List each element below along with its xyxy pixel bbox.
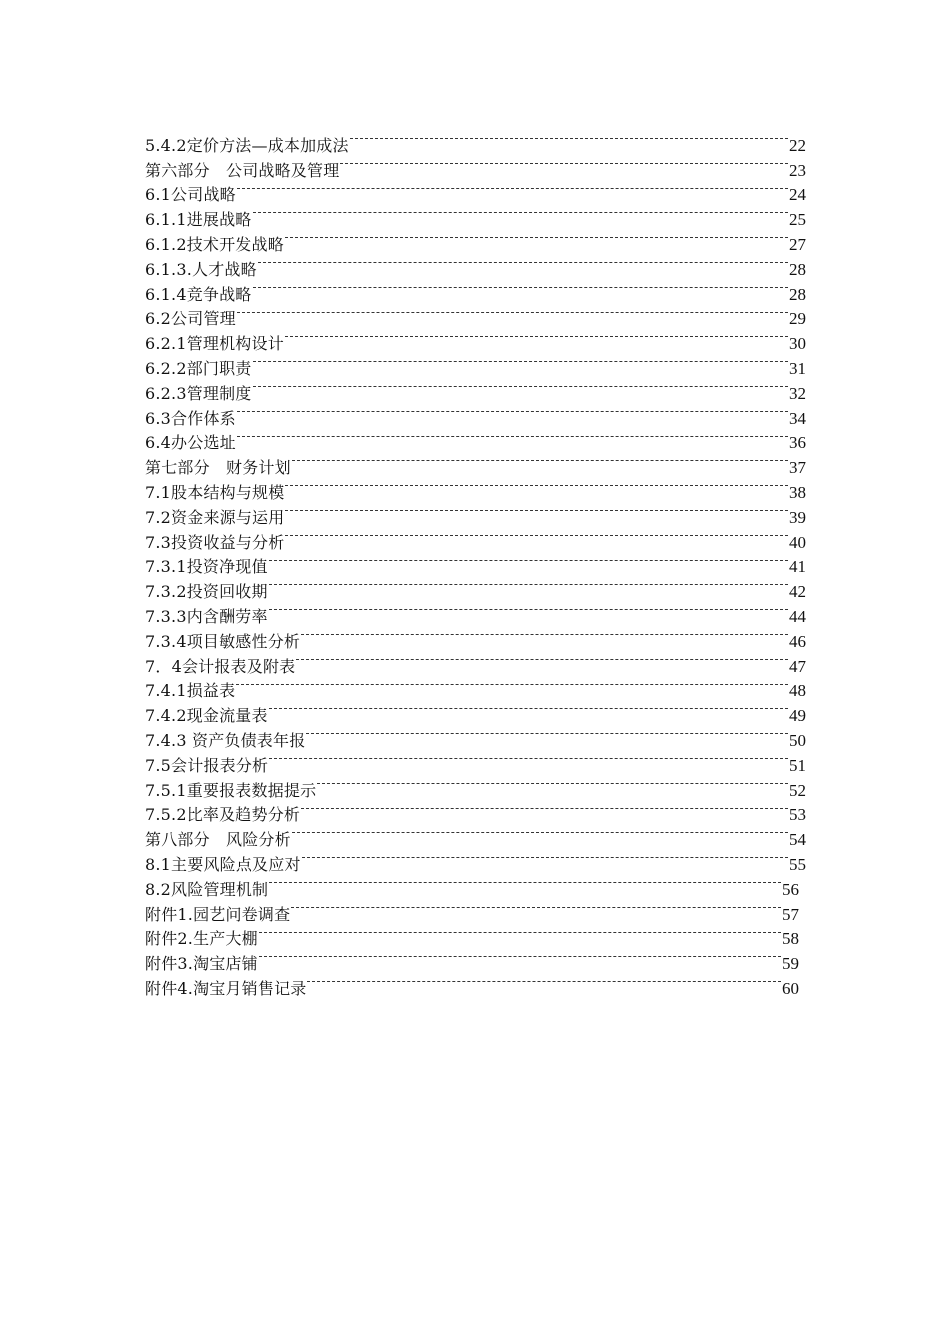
- toc-dot-leader: [236, 176, 789, 201]
- toc-dot-leader: [236, 399, 789, 424]
- toc-dot-leader: [236, 424, 789, 449]
- toc-dot-leader: [268, 696, 789, 721]
- toc-entry-page-number: 46: [789, 631, 806, 651]
- toc-entry-page-number: 58: [782, 929, 799, 949]
- toc-entry-label: 7.3.4项目敏感性分析: [145, 631, 301, 651]
- toc-entry-page-number: 32: [789, 383, 806, 403]
- toc-entry-label: 7.4.3 资产负债表年报: [145, 730, 306, 750]
- toc-entry-page-number: 37: [789, 458, 806, 478]
- toc-dot-leader: [236, 300, 789, 325]
- toc-entry-page-number: 23: [789, 160, 806, 180]
- toc-entry-page-number: 22: [789, 135, 806, 155]
- toc-dot-leader: [284, 324, 789, 349]
- toc-entry-page-number: 51: [789, 755, 806, 775]
- toc-entry-page-number: 28: [789, 284, 806, 304]
- toc-entry-label: 附件1.园艺问卷调查: [145, 904, 291, 924]
- toc-entry-page-number: 56: [782, 879, 799, 899]
- toc-entry[interactable]: [145, 126, 806, 155]
- toc-entry-label: 第六部分 公司战略及管理: [145, 160, 340, 180]
- toc-entry-label: 7.3.2投资回收期: [145, 582, 268, 602]
- toc-dot-leader: [257, 250, 789, 275]
- toc-entry-label: 7.5.2比率及趋势分析: [145, 805, 301, 825]
- toc-entry-page-number: 49: [789, 706, 806, 726]
- table-of-contents: [145, 126, 806, 998]
- toc-entry-label: 7.4.2现金流量表: [145, 706, 268, 726]
- toc-entry-label: 7.5会计报表分析: [145, 755, 269, 775]
- toc-entry-page-number: 52: [789, 780, 806, 800]
- toc-dot-leader: [295, 647, 789, 672]
- toc-entry-page-number: 34: [789, 408, 806, 428]
- toc-entry-label: 7．4会计报表及附表: [145, 656, 296, 676]
- toc-entry[interactable]: [145, 200, 806, 230]
- toc-entry-label: 7.1股本结构与规模: [145, 482, 285, 502]
- toc-entry-label: 7.4.1损益表: [145, 681, 236, 701]
- toc-entry-page-number: 50: [789, 730, 806, 750]
- toc-entry-label: 6.2.3管理制度: [145, 383, 252, 403]
- toc-entry-page-number: 48: [789, 681, 806, 701]
- toc-entry[interactable]: [145, 324, 806, 354]
- toc-dot-leader: [268, 746, 789, 771]
- toc-entry-label: 附件4.淘宝月销售记录: [145, 978, 307, 998]
- toc-dot-leader: [301, 845, 789, 870]
- toc-dot-leader: [252, 374, 789, 399]
- toc-entry-page-number: 53: [789, 805, 806, 825]
- toc-entry-page-number: 44: [789, 606, 806, 626]
- toc-entry-label: 第七部分 财务计划: [145, 458, 291, 478]
- toc-entry[interactable]: [145, 424, 806, 453]
- toc-entry-label: 6.2公司管理: [145, 309, 236, 329]
- toc-entry[interactable]: [145, 672, 806, 701]
- toc-dot-leader: [306, 969, 782, 994]
- toc-entry-label: 6.3合作体系: [145, 408, 236, 428]
- toc-entry[interactable]: [145, 448, 806, 478]
- toc-entry-page-number: 57: [782, 904, 799, 924]
- toc-entry-label: 8.1主要风险点及应对: [145, 854, 301, 874]
- toc-dot-leader: [300, 796, 789, 821]
- toc-entry-page-number: 30: [789, 334, 806, 354]
- toc-dot-leader: [258, 920, 782, 945]
- toc-entry-page-number: 39: [789, 507, 806, 527]
- toc-dot-leader: [268, 572, 789, 597]
- toc-entry-label: 附件2.生产大棚: [145, 929, 258, 949]
- toc-entry[interactable]: [145, 176, 806, 205]
- toc-dot-leader: [235, 672, 789, 697]
- toc-dot-leader: [300, 622, 789, 647]
- toc-entry-label: 7.3.3内含酬劳率: [145, 606, 268, 626]
- toc-dot-leader: [290, 895, 782, 920]
- toc-entry-page-number: 60: [782, 978, 799, 998]
- toc-entry-label: 第八部分 风险分析: [145, 830, 291, 850]
- toc-dot-leader: [291, 448, 789, 473]
- toc-entry-page-number: 55: [789, 854, 806, 874]
- toc-dot-leader: [316, 771, 789, 796]
- toc-entry-label: 7.3.1投资净现值: [145, 557, 268, 577]
- toc-entry-page-number: 24: [789, 185, 806, 205]
- toc-entry-label: 6.2.2部门职责: [145, 358, 252, 378]
- toc-entry-label: 6.1.3.人才战略: [145, 259, 257, 279]
- toc-dot-leader: [305, 721, 789, 746]
- toc-entry-label: 6.1公司战略: [145, 185, 236, 205]
- toc-entry-page-number: 27: [789, 234, 806, 254]
- toc-dot-leader: [252, 349, 789, 374]
- toc-entry-label: 6.1.4竞争战略: [145, 284, 252, 304]
- toc-entry[interactable]: [145, 300, 806, 329]
- toc-entry-label: 6.1.2技术开发战略: [145, 234, 284, 254]
- toc-dot-leader: [284, 523, 789, 548]
- toc-entry-label: 附件3.淘宝店铺: [145, 954, 258, 974]
- toc-entry-label: 8.2风险管理机制: [145, 879, 269, 899]
- toc-dot-leader: [268, 870, 782, 895]
- toc-entry-label: 7.3投资收益与分析: [145, 532, 285, 552]
- toc-dot-leader: [252, 200, 789, 225]
- toc-entry-page-number: 31: [789, 358, 806, 378]
- toc-entry-page-number: 42: [789, 582, 806, 602]
- toc-entry[interactable]: [145, 399, 806, 428]
- toc-entry-page-number: 40: [789, 532, 806, 552]
- toc-entry-page-number: 36: [789, 433, 806, 453]
- toc-entry-page-number: 29: [789, 309, 806, 329]
- toc-entry-page-number: 38: [789, 482, 806, 502]
- toc-entry-page-number: 59: [782, 954, 799, 974]
- toc-entry-label: 6.1.1进展战略: [145, 210, 252, 230]
- toc-entry-label: 5.4.2定价方法—成本加成法: [145, 135, 349, 155]
- toc-dot-leader: [349, 126, 789, 151]
- toc-dot-leader: [291, 820, 789, 845]
- toc-entry-page-number: 54: [789, 830, 806, 850]
- toc-entry-page-number: 41: [789, 557, 806, 577]
- toc-dot-leader: [268, 597, 789, 622]
- toc-entry-page-number: 25: [789, 210, 806, 230]
- toc-entry-label: 7.2资金来源与运用: [145, 507, 285, 527]
- toc-entry-page-number: 47: [789, 656, 806, 676]
- toc-entry-label: 6.2.1管理机构设计: [145, 334, 284, 354]
- toc-dot-leader: [339, 151, 789, 176]
- toc-dot-leader: [284, 498, 789, 523]
- toc-dot-leader: [284, 473, 789, 498]
- toc-entry-label: 6.4办公选址: [145, 433, 236, 453]
- toc-dot-leader: [252, 275, 789, 300]
- toc-dot-leader: [284, 225, 789, 250]
- toc-dot-leader: [258, 944, 782, 969]
- toc-entry-page-number: 28: [789, 259, 806, 279]
- toc-entry-label: 7.5.1重要报表数据提示: [145, 780, 317, 800]
- toc-entry[interactable]: [145, 696, 806, 726]
- toc-dot-leader: [268, 548, 789, 573]
